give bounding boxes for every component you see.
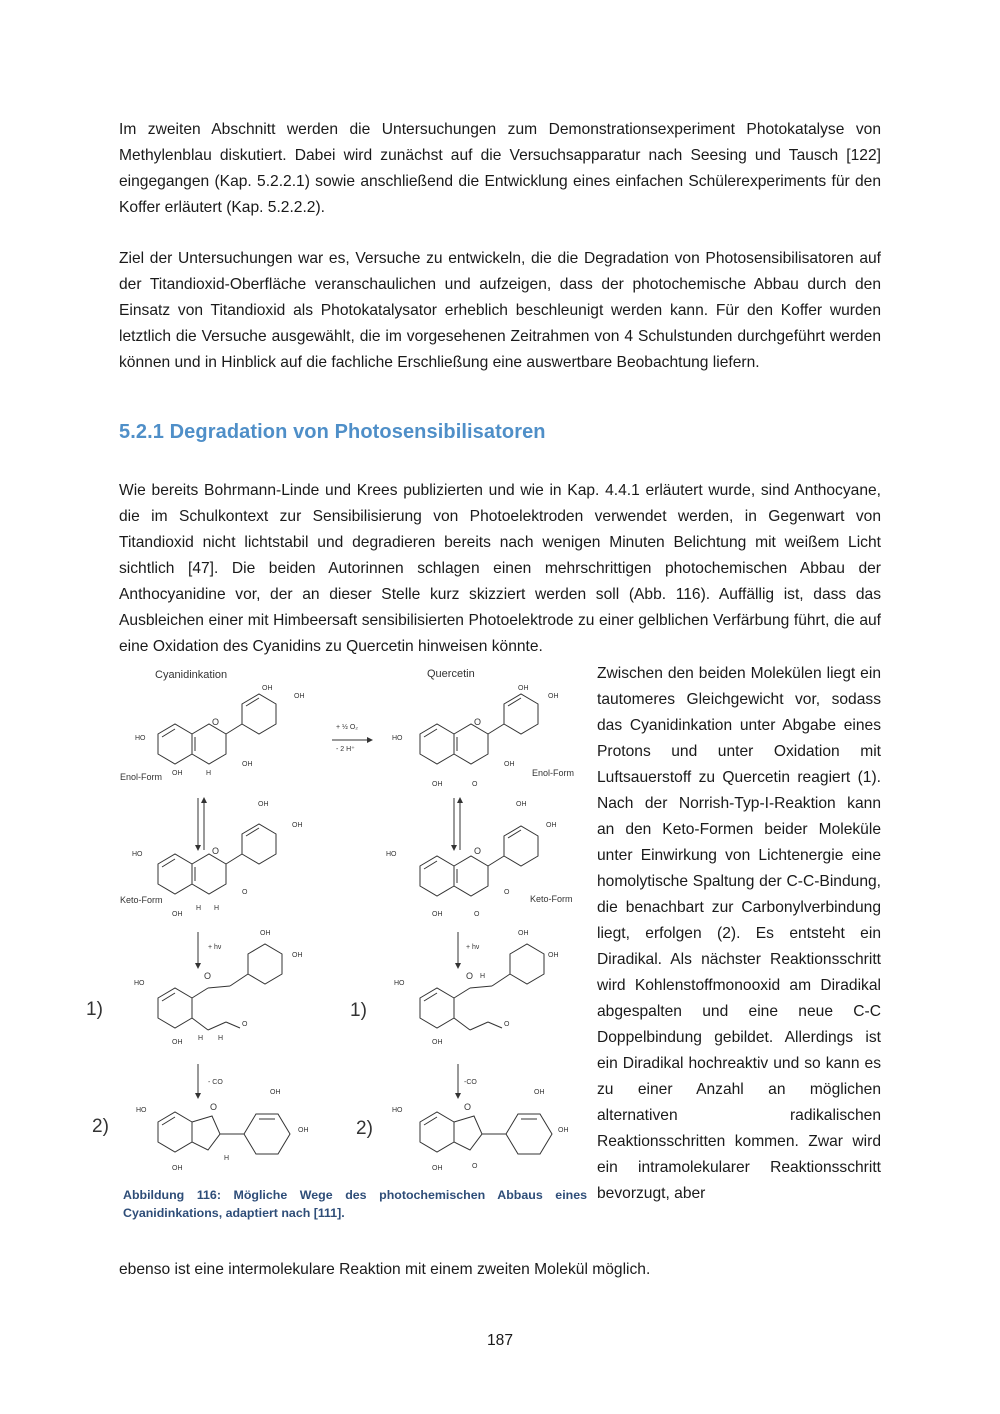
label-o: O — [472, 1163, 478, 1170]
label-o: O — [474, 846, 482, 856]
label-o: O — [472, 781, 478, 788]
label-o: O — [474, 911, 480, 918]
label-oh: OH — [242, 761, 253, 768]
label-oh: OH — [292, 952, 303, 959]
label-h: H — [206, 770, 212, 777]
label-oh: OH — [548, 952, 559, 959]
label-oh: OH — [534, 1089, 545, 1096]
co-left: - CO — [208, 1079, 223, 1086]
label-oh: OH — [262, 685, 273, 692]
label-ho: HO — [132, 851, 143, 858]
label-ho: HO — [392, 1107, 403, 1114]
label-o: O — [212, 717, 220, 727]
step1-left: 1) — [86, 999, 103, 1020]
label-oh: OH — [294, 693, 305, 700]
goal-paragraph: Ziel der Untersuchungen war es, Versuche zu entwickeln, die die Degradation von Photosensibilisatoren auf der Titandioxid-Oberfläche veranschaulichen und aufzeigen, dass der photochemische Abbau durch den Einsatz von Titandioxid als Photokatalysator erheblich beschleunigt werden kann. Für den Koffer wurden letztlich die Versuche ausgewählt, die im vorgesehenen Zeitrahmen von 4 Schulstunden durchgeführt werden können und in Hinblick auf die fachliche Erschließung eine auswertbare Beobachtung liefern. — [119, 250, 881, 371]
label-oh: OH — [260, 930, 271, 937]
label-oh: OH — [172, 911, 183, 918]
reagent-bottom: - 2 H⁺ — [336, 746, 355, 753]
closing-line: ebenso ist eine intermolekulare Reaktion mit einem zweiten Molekül möglich. — [119, 1261, 651, 1278]
label-ho: HO — [392, 735, 403, 742]
label-ho: HO — [134, 980, 145, 987]
step2-right: 2) — [356, 1118, 373, 1139]
step1-right: 1) — [350, 1000, 367, 1021]
reagent-top: + ½ O₂ — [336, 724, 358, 731]
label-o: O — [212, 846, 220, 856]
hv-left: + hν — [208, 944, 222, 951]
label-oh: OH — [504, 761, 515, 768]
side-text-paragraph: Zwischen den beiden Molekülen liegt ein tautomeres Gleichgewicht vor, sodass das Cyanidinkation unter Abgabe eines Protons und unter Oxidation mit Luftsauerstoff zu Quercetin reagiert (1). Nach der Norrish-Typ-I-Reaktion kann an den Keto-Formen beider Moleküle unter Einwirkung von Lichtenergie eine homolytische Spaltung der C-C-Bindung, die benachbart zur Carbonylverbindung liegt, erfolgen (2). Es entsteht ein Diradikal. Als nächster Reaktionsschritt wird Kohlenstoffmonooxid am Diradikal abgespalten und eine neue C-C Doppelbindung gebildet. Allerdings ist ein Diradikal hochreaktiv und so kann es zu einer Anzahl an möglichen alternativen radikalischen Reaktionsschritten kommen. Zwar wird ein intramolekularer Reaktionsschritt bevorzugt, aber — [597, 665, 881, 1202]
label-ho: HO — [394, 980, 405, 987]
label-o: O — [466, 971, 474, 981]
reaction-scheme-svg — [80, 660, 590, 1190]
label-oh: OH — [518, 930, 529, 937]
label-oh: OH — [558, 1127, 569, 1134]
quercetin-keto-structure — [420, 826, 538, 896]
label-oh: OH — [518, 685, 529, 692]
section-heading: 5.2.1 Degradation von Photosensibilisatoren — [119, 421, 546, 443]
reaction-scheme-figure — [80, 660, 590, 1190]
label-ho: HO — [386, 851, 397, 858]
label-o: O — [210, 1102, 218, 1112]
intro-paragraph: Im zweiten Abschnitt werden die Untersuchungen zum Demonstrationsexperiment Photokatalyse von Methylenblau diskutiert. Dabei wird zunächst auf die Versuchsapparatur nach Seesing und Tausch [122] eingegangen (Kap. 5.2.2.1) sowie anschließend die Entwicklung eines einfachen Schülerexperiments für den Koffer erläutert (Kap. 5.2.2.2). — [119, 121, 881, 216]
section-body-paragraph: Wie bereits Bohrmann-Linde und Krees publizierten und wie in Kap. 4.4.1 erläutert wurde, sind Anthocyane, die im Schulkontext zur Sensibilisierung von Photoelektroden verwendet werden, in Gegenwart von Titandioxid nicht lichtstabil und degradieren bereits nach wenigen Minuten Belichtung mit weißem Licht sichtlich [47]. Die beiden Autorinnen schlagen einen mehrschrittigen photochemischen Abbau der Anthocyanidine vor, der an dieser Stelle kurz skizziert werden soll (Abb. 116). Auffällig ist, dass das Ausbleichen einer mit Himbeersaft sensibilisierten Photoelektrode zu einer gelblichen Verfärbung führt, die auf eine Oxidation des Cyanidins zu Quercetin hinweisen könnte. — [119, 482, 881, 655]
keto-left-label: Keto-Form — [120, 895, 163, 905]
hv-right: + hν — [466, 944, 480, 951]
label-oh: OH — [432, 1165, 443, 1172]
cyanidin-enol-structure — [158, 694, 276, 764]
left-title: Cyanidinkation — [155, 669, 228, 681]
cyanidin-benzofuran-structure — [158, 1112, 290, 1154]
label-o: O — [242, 1021, 248, 1028]
label-oh: OH — [546, 822, 557, 829]
label-o: O — [204, 971, 212, 981]
label-oh: OH — [432, 911, 443, 918]
page-number: 187 — [486, 1332, 514, 1349]
figure-caption: Abbildung 116: Mögliche Wege des photochemischen Abbaus eines Cyanidinkations, adaptiert nach [111]. — [123, 1188, 587, 1220]
label-oh: OH — [298, 1127, 309, 1134]
label-oh: OH — [258, 801, 269, 808]
label-ho: HO — [136, 1107, 147, 1114]
label-h: H — [218, 1035, 224, 1042]
label-oh: OH — [292, 822, 303, 829]
keto-right-label: Keto-Form — [530, 894, 573, 904]
label-oh: OH — [432, 781, 443, 788]
label-o: O — [464, 1102, 472, 1112]
cyanidin-diradical-structure — [158, 944, 282, 1030]
label-ho: HO — [135, 735, 146, 742]
cyanidin-keto-structure — [158, 824, 276, 894]
label-h: H — [198, 1035, 204, 1042]
quercetin-diradical-structure — [420, 944, 544, 1030]
label-oh: OH — [172, 770, 183, 777]
label-o: O — [474, 717, 482, 727]
label-oh: OH — [516, 801, 527, 808]
label-o: O — [504, 1021, 510, 1028]
label-h: H — [224, 1155, 230, 1162]
step2-left: 2) — [92, 1116, 109, 1137]
enol-right-label: Enol-Form — [532, 768, 575, 778]
label-oh: OH — [548, 693, 559, 700]
quercetin-benzofuran-structure — [420, 1112, 552, 1154]
label-oh: OH — [172, 1165, 183, 1172]
label-oh: OH — [172, 1039, 183, 1046]
right-title: Quercetin — [427, 668, 475, 680]
co-right: -CO — [464, 1079, 477, 1086]
enol-left-label: Enol-Form — [120, 772, 163, 782]
label-o: O — [504, 889, 510, 896]
label-oh: OH — [432, 1039, 443, 1046]
label-h: H — [196, 905, 202, 912]
label-o: O — [242, 889, 248, 896]
label-h: H — [480, 973, 486, 980]
label-oh: OH — [270, 1089, 281, 1096]
label-h: H — [214, 905, 220, 912]
quercetin-enol-structure — [420, 694, 538, 764]
